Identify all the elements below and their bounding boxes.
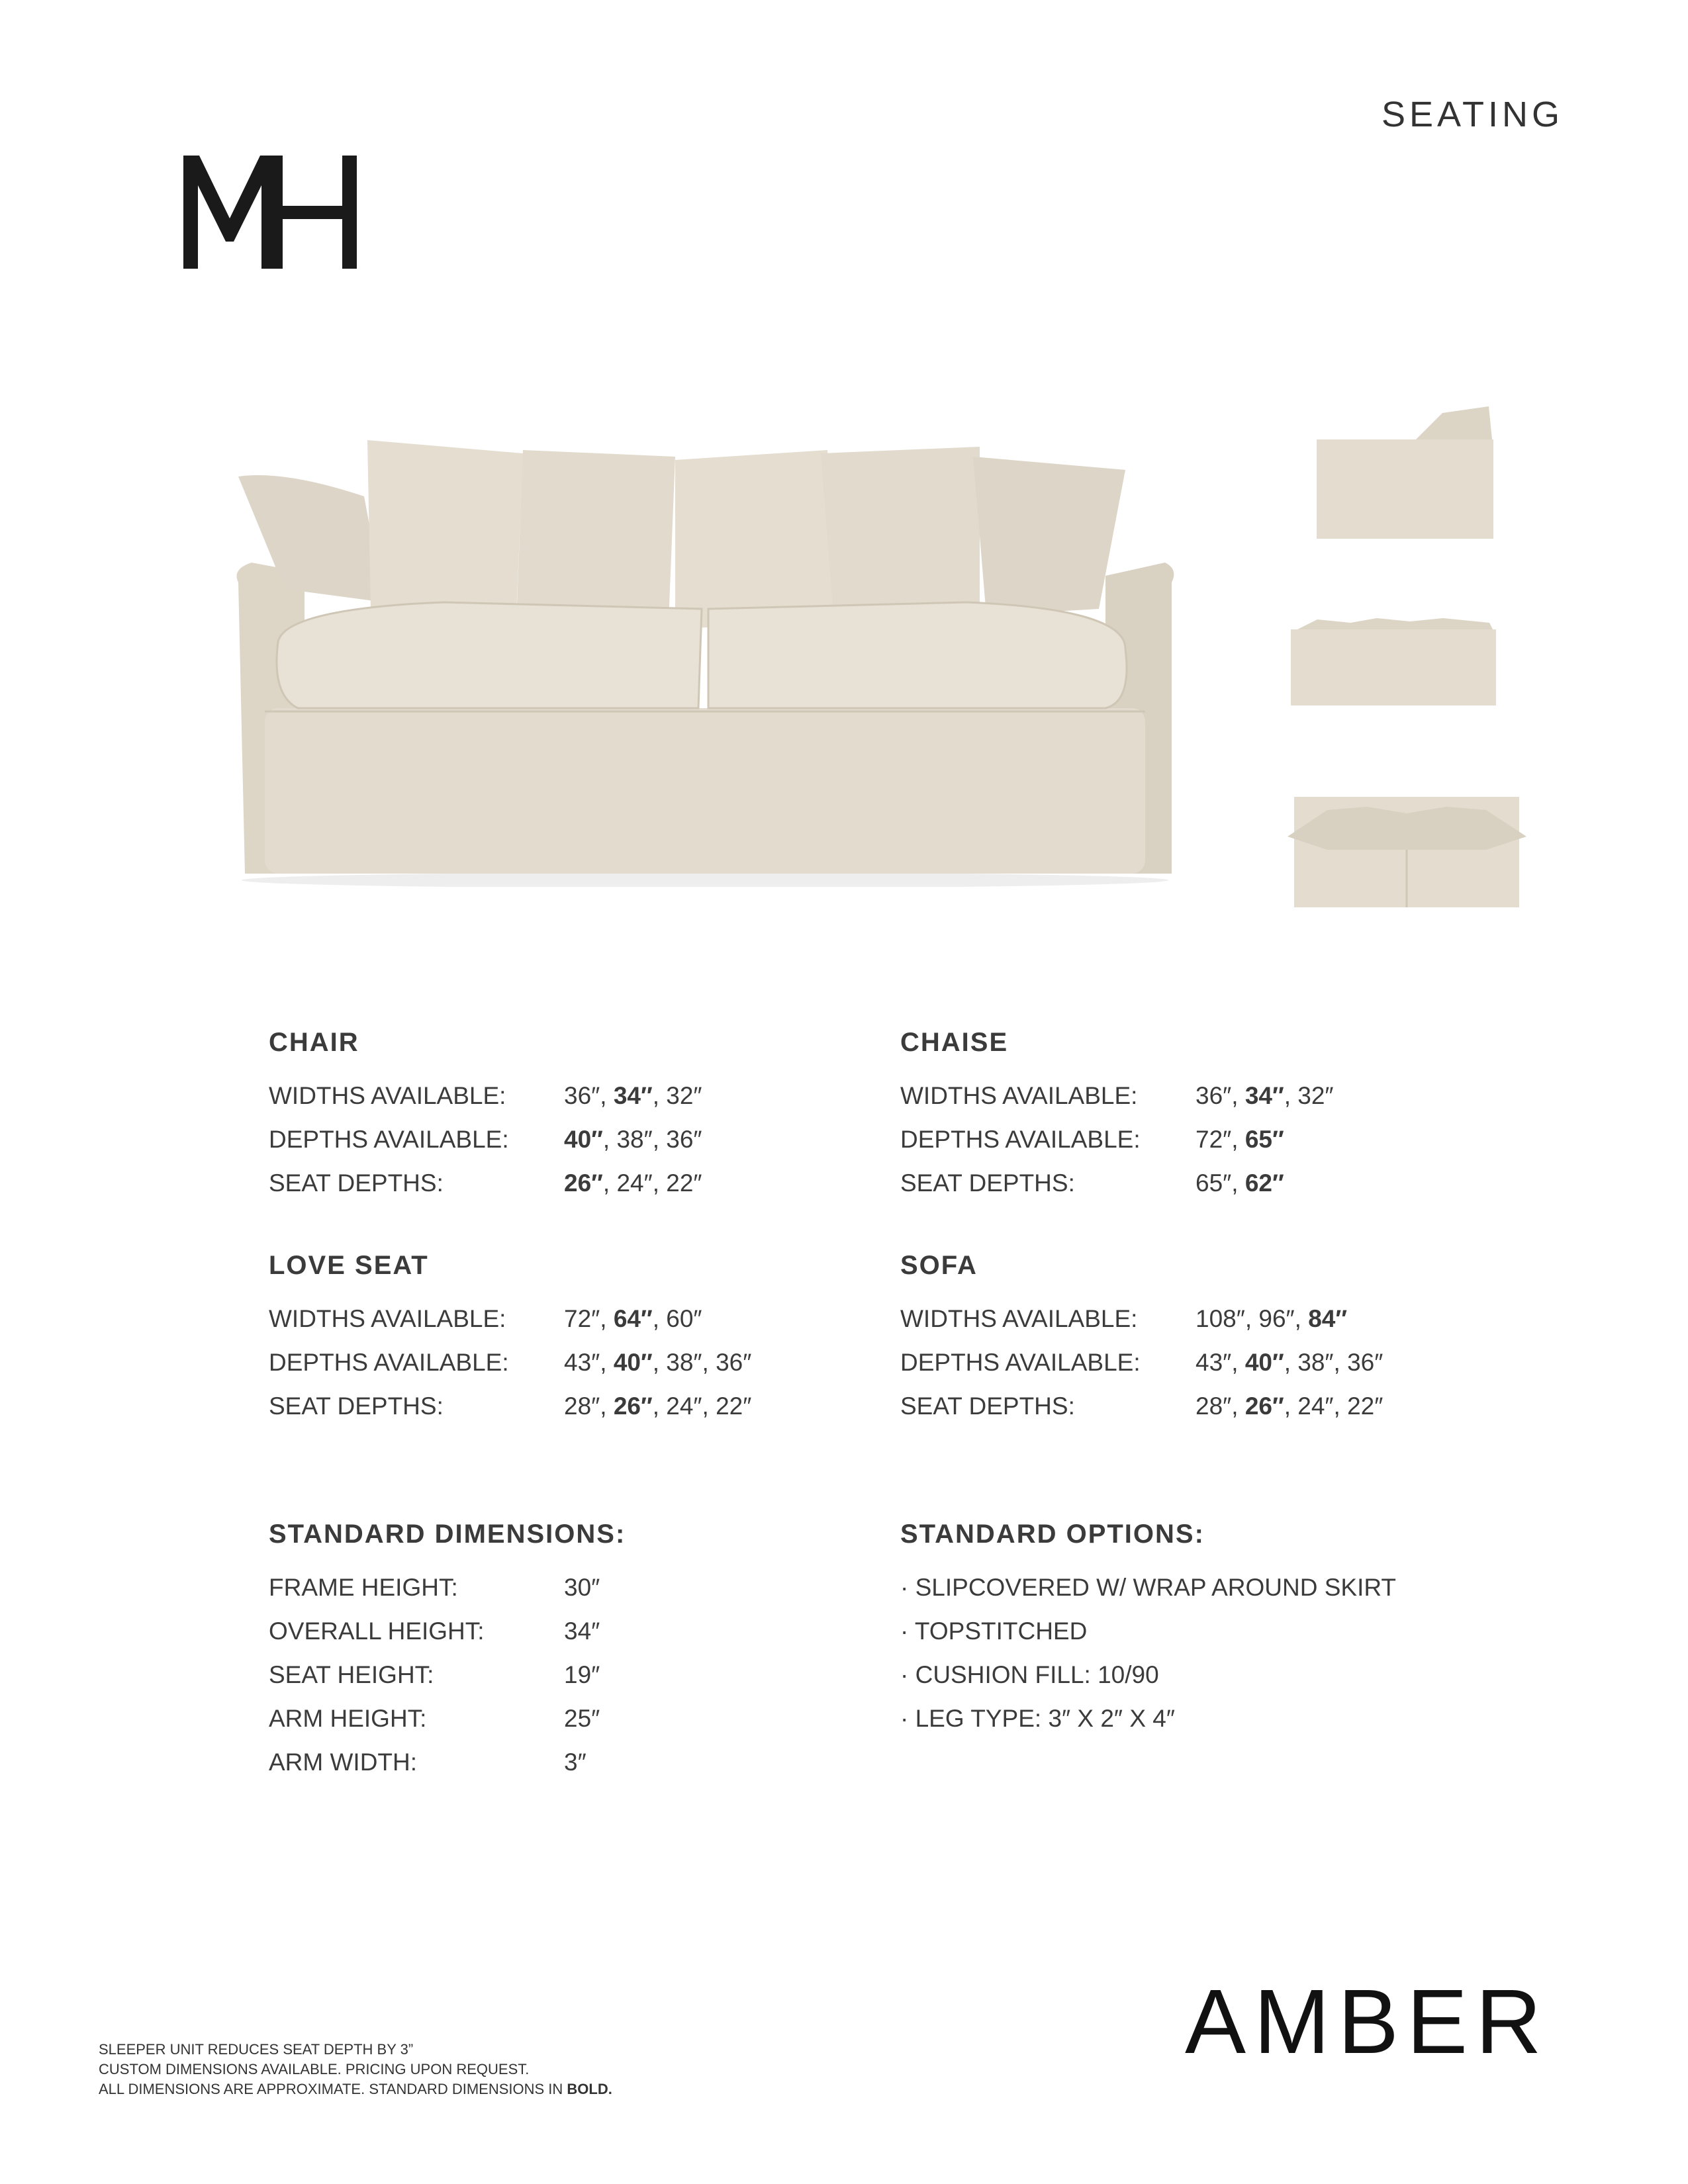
spec-label: SEAT DEPTHS:: [269, 1169, 444, 1197]
option-item: · TOPSTITCHED: [900, 1617, 1088, 1645]
standard-dimensions-title: STANDARD DIMENSIONS:: [269, 1520, 626, 1549]
spec-value: 24″: [1297, 1392, 1334, 1420]
spec-label: WIDTHS AVAILABLE:: [269, 1305, 506, 1332]
spec-value: 24″: [666, 1392, 702, 1420]
sofa-specs: [900, 1251, 1496, 1428]
spec-label: SEAT DEPTHS:: [269, 1392, 444, 1420]
spec-value: 96″: [1258, 1305, 1295, 1332]
standard-value: 65″: [1244, 1126, 1284, 1153]
spec-values: 43″, 40″, 38″, 36″: [564, 1349, 752, 1376]
spec-value: 60″: [666, 1305, 702, 1332]
spec-values: 108″, 96″, 84″: [1196, 1305, 1348, 1332]
spec-values: 28″, 26″, 24″, 22″: [1196, 1392, 1383, 1420]
spec-value: 38″: [616, 1126, 653, 1153]
spec-value: 22″: [1347, 1392, 1383, 1420]
standard-value: 40″: [1244, 1349, 1284, 1376]
spec-label: WIDTHS AVAILABLE:: [900, 1082, 1138, 1109]
spec-value: 38″: [1297, 1349, 1334, 1376]
category-label: SEATING: [1382, 95, 1564, 134]
standard-value: 40″: [613, 1349, 653, 1376]
spec-values: 72″, 65″: [1196, 1126, 1284, 1153]
standard-value: 40″: [564, 1126, 603, 1153]
footer-notes: [99, 2040, 612, 2099]
spec-value: 22″: [716, 1392, 752, 1420]
dimension-value: 30″: [564, 1574, 600, 1601]
spec-values: 36″, 34″, 32″: [564, 1082, 702, 1109]
spec-value: 36″: [1196, 1082, 1232, 1109]
standard-value: 26″: [564, 1169, 603, 1197]
spec-value: 72″: [564, 1305, 600, 1332]
standard-value: 34″: [1244, 1082, 1284, 1109]
dimension-row: [269, 1741, 865, 1784]
spec-value: 32″: [666, 1082, 702, 1109]
config-title: LOVE SEAT: [269, 1251, 429, 1280]
dimension-row: [269, 1566, 865, 1610]
standard-value: 26″: [1244, 1392, 1284, 1420]
footer-line: CUSTOM DIMENSIONS AVAILABLE. PRICING UPON REQUEST.: [99, 2061, 530, 2077]
spec-label: WIDTHS AVAILABLE:: [900, 1305, 1138, 1332]
option-item: · CUSHION FILL: 10/90: [900, 1661, 1159, 1688]
standard-value: 84″: [1308, 1305, 1348, 1332]
spec-row: [900, 1118, 1496, 1161]
spec-row: [269, 1161, 865, 1205]
option-item: · LEG TYPE: 3″ X 2″ X 4″: [900, 1705, 1175, 1732]
back-view-thumbnail: [1291, 616, 1496, 705]
standard-value: 62″: [1244, 1169, 1284, 1197]
standard-value: 64″: [613, 1305, 653, 1332]
dimension-value: 3″: [564, 1749, 586, 1776]
spec-label: DEPTHS AVAILABLE:: [269, 1126, 509, 1153]
spec-values: 28″, 26″, 24″, 22″: [564, 1392, 752, 1420]
standard-value: 26″: [613, 1392, 653, 1420]
spec-row: [269, 1118, 865, 1161]
standard-options: [900, 1520, 1496, 1741]
spec-label: DEPTHS AVAILABLE:: [269, 1349, 509, 1376]
spec-row: [269, 1385, 865, 1428]
standard-dimensions: [269, 1520, 865, 1784]
spec-label: SEAT DEPTHS:: [900, 1392, 1075, 1420]
spec-row: [269, 1341, 865, 1385]
spec-value: 72″: [1196, 1126, 1232, 1153]
dimension-label: OVERALL HEIGHT:: [269, 1617, 485, 1645]
config-title: CHAISE: [900, 1028, 1009, 1057]
spec-value: 108″: [1196, 1305, 1245, 1332]
footer-bold-text: BOLD.: [567, 2081, 612, 2097]
spec-value: 43″: [564, 1349, 600, 1376]
sofa-main-image: [225, 430, 1185, 887]
spec-value: 38″: [666, 1349, 702, 1376]
spec-row: [900, 1161, 1496, 1205]
spec-row: [900, 1074, 1496, 1118]
standard-options-title: STANDARD OPTIONS:: [900, 1520, 1205, 1549]
spec-label: WIDTHS AVAILABLE:: [269, 1082, 506, 1109]
spec-values: 36″, 34″, 32″: [1196, 1082, 1334, 1109]
spec-row: [900, 1385, 1496, 1428]
spec-row: [269, 1297, 865, 1341]
spec-value: 28″: [1196, 1392, 1232, 1420]
spec-values: 65″, 62″: [1196, 1169, 1284, 1197]
footer-line-text: ALL DIMENSIONS ARE APPROXIMATE. STANDARD DIMENSIONS IN: [99, 2081, 567, 2097]
dimension-value: 25″: [564, 1705, 600, 1732]
spec-label: DEPTHS AVAILABLE:: [900, 1349, 1141, 1376]
spec-label: SEAT DEPTHS:: [900, 1169, 1075, 1197]
spec-value: 36″: [564, 1082, 600, 1109]
chaise-specs: [900, 1028, 1496, 1205]
spec-value: 43″: [1196, 1349, 1232, 1376]
spec-values: 40″, 38″, 36″: [564, 1126, 702, 1153]
footer-line: [99, 2079, 612, 2099]
dimension-label: FRAME HEIGHT:: [269, 1574, 458, 1601]
spec-value: 65″: [1196, 1169, 1232, 1197]
product-name: AMBER: [1185, 1971, 1550, 2073]
side-view-thumbnail: [1317, 406, 1493, 542]
spec-value: 36″: [1347, 1349, 1383, 1376]
footer-line: SLEEPER UNIT REDUCES SEAT DEPTH BY 3”: [99, 2041, 414, 2058]
mh-logo: [183, 156, 358, 269]
spec-values: 26″, 24″, 22″: [564, 1169, 702, 1197]
spec-values: 72″, 64″, 60″: [564, 1305, 702, 1332]
dimension-label: ARM WIDTH:: [269, 1749, 418, 1776]
standard-value: 34″: [613, 1082, 653, 1109]
spec-label: DEPTHS AVAILABLE:: [900, 1126, 1141, 1153]
dimension-row: [269, 1610, 865, 1653]
spec-value: 22″: [666, 1169, 702, 1197]
top-view-thumbnail: [1288, 797, 1526, 907]
dimension-label: SEAT HEIGHT:: [269, 1661, 434, 1688]
love-seat-specs: [269, 1251, 865, 1428]
spec-value: 36″: [716, 1349, 752, 1376]
spec-values: 43″, 40″, 38″, 36″: [1196, 1349, 1383, 1376]
chair-specs: [269, 1028, 865, 1205]
config-title: SOFA: [900, 1251, 978, 1280]
dimension-value: 19″: [564, 1661, 600, 1688]
dimension-row: [269, 1653, 865, 1697]
spec-row: [269, 1074, 865, 1118]
spec-row: [900, 1341, 1496, 1385]
spec-value: 32″: [1297, 1082, 1334, 1109]
spec-value: 36″: [666, 1126, 702, 1153]
spec-row: [900, 1297, 1496, 1341]
spec-value: 24″: [616, 1169, 653, 1197]
dimension-value: 34″: [564, 1617, 600, 1645]
config-title: CHAIR: [269, 1028, 359, 1057]
dimension-row: [269, 1697, 865, 1741]
spec-value: 28″: [564, 1392, 600, 1420]
dimension-label: ARM HEIGHT:: [269, 1705, 427, 1732]
option-item: · SLIPCOVERED W/ WRAP AROUND SKIRT: [900, 1574, 1397, 1601]
